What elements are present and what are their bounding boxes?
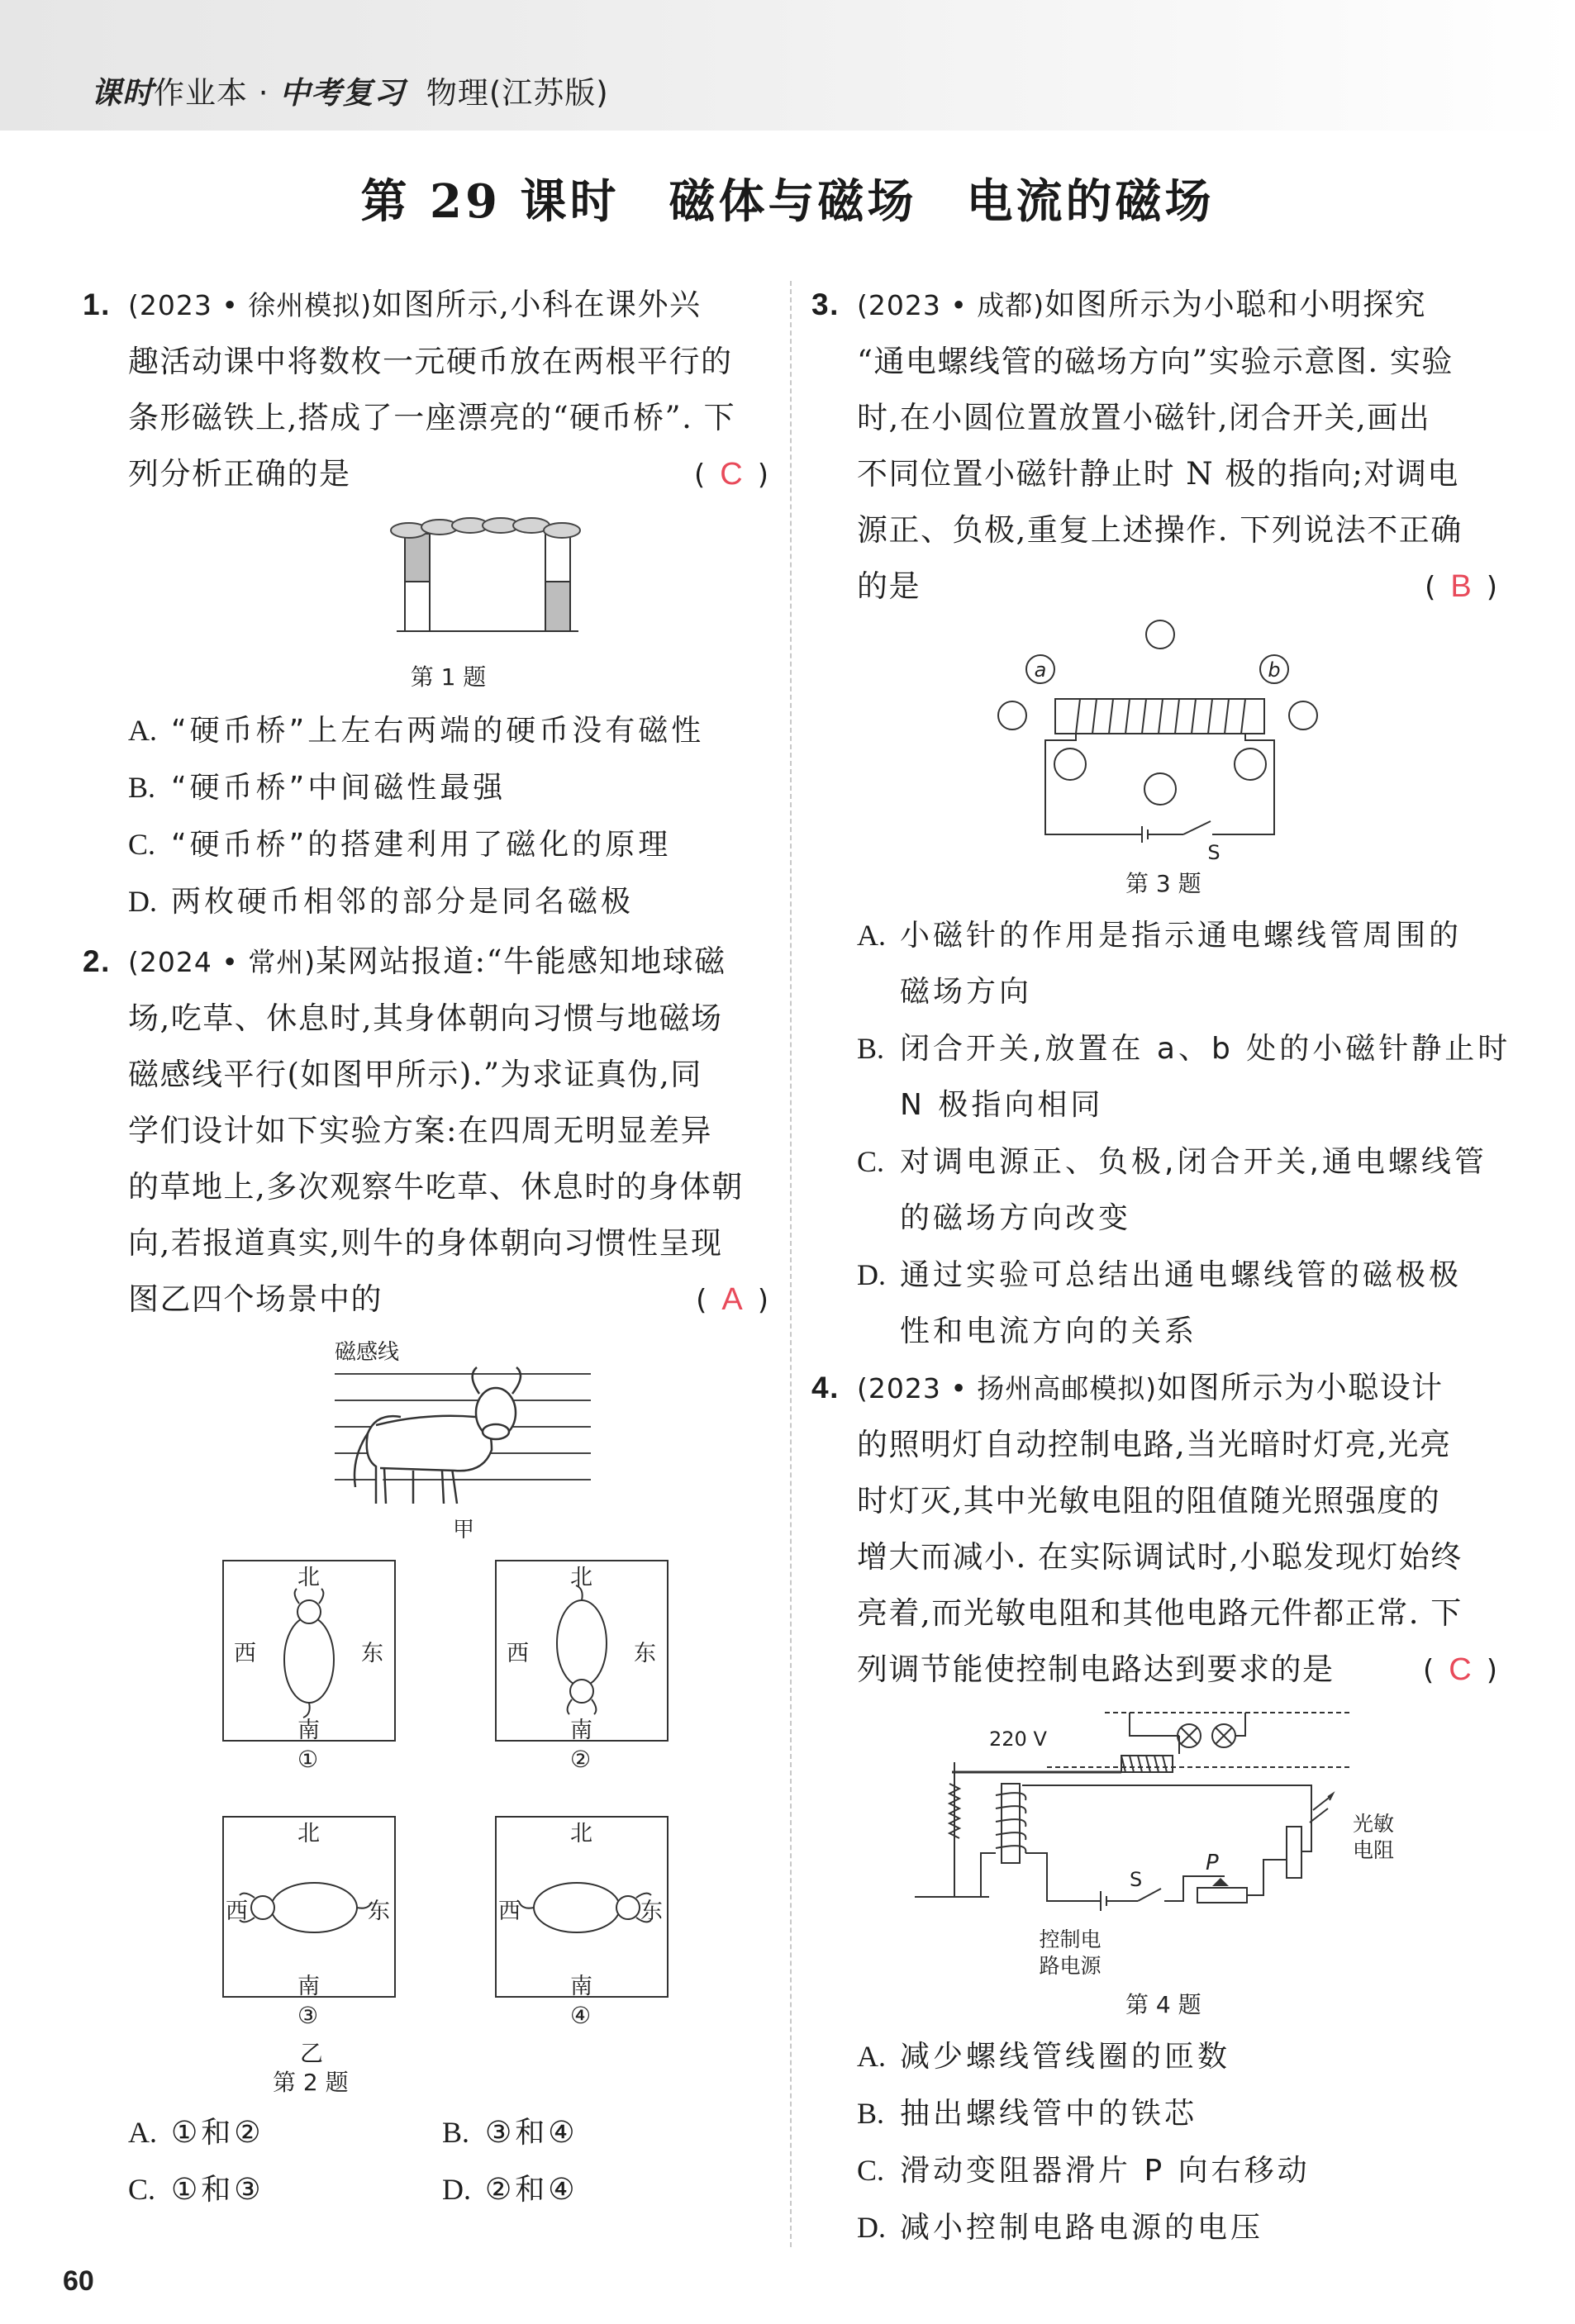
compass-south-3: 南 [297, 1974, 320, 1999]
label-ldr-1: 光敏 [1353, 1812, 1395, 1836]
page-number: 60 [63, 2265, 94, 2297]
left-column [83, 277, 768, 2218]
compass-east-2: 东 [634, 1641, 656, 1666]
figure-q2-yi [128, 1552, 768, 2065]
compass-south-2: 南 [570, 1718, 592, 1743]
label-slider-p: P [1206, 1851, 1219, 1875]
option-q2-b: B. ③和④ [442, 2116, 578, 2150]
compass-west-1: 西 [234, 1641, 256, 1666]
option-q3-c-cont: 的磁场方向改变 [900, 1201, 1132, 1235]
compass-west-4: 西 [498, 1899, 521, 1924]
fig-jia-caption: 甲 [452, 1518, 475, 1542]
option-q2-a: A. ①和② [128, 2116, 264, 2150]
option-q4-c: C. 滑动变阻器滑片 P 向右移动 [857, 2154, 1311, 2188]
question-3: 3. (2023 • 成都)如图所示为小聪和小明探究 “通电螺线管的磁场方向”实验示意图. 实验 时,在小圆位置放置小磁针,闭合开关,画出 不同位置小磁针静止时 N 极的指向;对调电 源正、负极,重复上述操作. 下列说法不正确 的是 ( B ) a b S 第 3 题 A. 小磁针的作用是指示通电螺线管周围的 磁场方向 B. 闭合开关,放置在 a、b 处的小磁针静止时 N 极指向相同 C. 对调电源正、负极,闭合开关,通电螺线管 的磁场方向改变 D. 通过实验可总结出通电螺线管的磁极极 性和电流方向的关系 [811, 277, 1497, 1360]
caption-q1: 第 1 题 [410, 663, 487, 691]
compass-west-3: 西 [226, 1899, 248, 1924]
option-q4-b: B. 抽出螺线管中的铁芯 [857, 2097, 1198, 2131]
cow-illustration [354, 1367, 521, 1504]
caption-q2: 第 2 题 [273, 2069, 349, 2096]
option-q4-d: D. 减小控制电路电源的电压 [857, 2211, 1264, 2245]
label-switch-q4: S [1130, 1868, 1143, 1891]
compass-west-2: 西 [507, 1641, 529, 1666]
option-q1-b: B. “硬币桥”中间磁性最强 [128, 771, 507, 805]
answer-bracket-q2: ( A ) [696, 1282, 768, 1317]
field-lines-label: 磁感线 [335, 1340, 400, 1365]
option-q1-d: D. 两枚硬币相邻的部分是同名磁极 [128, 885, 635, 919]
label-b: b [1268, 658, 1281, 682]
answer-q1: C [720, 457, 743, 492]
answer-bracket-q4: ( C ) [1423, 1652, 1497, 1687]
caption-q3: 第 3 题 [1125, 870, 1201, 897]
option-q3-b: B. 闭合开关,放置在 a、b 处的小磁针静止时 [857, 1032, 1511, 1066]
right-column [811, 277, 1511, 2256]
option-q3-c: C. 对调电源正、负极,闭合开关,通电螺线管 [857, 1145, 1487, 1179]
figure-q4-relay-circuit [811, 1703, 1497, 2020]
compass-north-2: 北 [570, 1565, 592, 1590]
cow-scene-1 [284, 1589, 334, 1718]
label-ldr-2: 电阻 [1353, 1838, 1395, 1862]
compass-east-3: 东 [368, 1899, 390, 1924]
option-q4-a: A. 减少螺线管线圈的匝数 [857, 2040, 1231, 2074]
compass-north-1: 北 [297, 1565, 320, 1590]
label-a: a [1034, 658, 1047, 682]
label-source-1: 控制电 [1039, 1927, 1102, 1951]
question-1: 1. (2023 • 徐州模拟)如图所示,小科在课外兴 趣活动课中将数枚一元硬币放在两根平行的 条形磁铁上,搭成了一座漂亮的“硬币桥”. 下 列分析正确的是 ( C ) 第 1 题 A. “硬币桥”上左右两端的硬币没有磁性 B. “硬币桥”中间磁性最强 C. “硬币桥”的搭建利用了磁化的原理 D. 两枚硬币相邻的部分是同名磁极 [83, 277, 768, 930]
option-q3-a-cont: 磁场方向 [900, 975, 1033, 1009]
option-q1-a: A. “硬币桥”上左右两端的硬币没有磁性 [128, 714, 705, 748]
book-series-title: 课时作业本 · 中考复习 物理(江苏版) [91, 75, 609, 111]
figure-q1-coin-bridge [83, 507, 768, 692]
figure-q2-jia [128, 1334, 768, 1549]
option-q2-c: C. ①和③ [128, 2173, 264, 2207]
caption-q4: 第 4 题 [1125, 1991, 1201, 2018]
option-q3-b-cont: N 极指向相同 [900, 1088, 1104, 1122]
cow-scene-4 [519, 1883, 651, 1932]
scene-label-3: ③ [297, 2002, 319, 2029]
question-4: 4. (2023 • 扬州高邮模拟)如图所示为小聪设计 的照明灯自动控制电路,当光暗时灯亮,光亮 时灯灭,其中光敏电阻的阻值随光照强度的 增大而减小. 在实际调试时,小聪发现灯始终 亮着,而光敏电阻和其他电路元件都正常. 下 列调节能使控制电路达到要求的是 ( C ) 220 V S P 光敏 电阻 控制电 路电源 第 4 题 A. 减少螺线管线圈的匝数 B. 抽出螺线管中的铁芯 C. 滑动变阻器滑片 P 向右移动 D. 减小控制电路电源的电压 [811, 1360, 1497, 2256]
figure-q3-solenoid [811, 620, 1497, 899]
option-q1-c: C. “硬币桥”的搭建利用了磁化的原理 [128, 828, 672, 862]
answer-q2: A [721, 1282, 743, 1317]
compass-east-4: 东 [640, 1899, 663, 1924]
question-2: 2. (2024 • 常州)某网站报道:“牛能感知地球磁 场,吃草、休息时,其身体朝向习惯与地磁场 磁感线平行(如图甲所示).”为求证真伪,同 学们设计如下实验方案:在四周无明显差异 的草地上,多次观察牛吃草、休息时的身体朝 向,若报道真实,则牛的身体朝向习惯性呈现 图乙四个场景中的 ( A ) 磁感线 甲 北 南 西 东 ① 北 南 西 东 ② 北 南 西 东 ③ 北 南 西 东 ④ 乙 第 2 题 A. ①和② B. ③和④ C. ①和③ D. ②和④ [83, 934, 768, 2218]
answer-bracket-q3: ( B ) [1425, 569, 1497, 604]
column-divider [790, 281, 792, 2247]
cow-scene-2 [557, 1585, 607, 1714]
answer-bracket-q1: ( C ) [694, 457, 768, 492]
compass-south-1: 南 [297, 1718, 320, 1743]
label-switch-q3: S [1207, 841, 1221, 864]
label-source-2: 路电源 [1039, 1954, 1102, 1978]
option-q2-d: D. ②和④ [442, 2173, 578, 2207]
compass-east-1: 东 [361, 1641, 383, 1666]
scene-label-1: ① [297, 1746, 319, 1773]
page-header [0, 0, 1575, 131]
scene-label-2: ② [570, 1746, 592, 1773]
compass-south-4: 南 [570, 1974, 592, 1999]
label-voltage: 220 V [989, 1728, 1047, 1751]
figure-q2 [83, 1334, 768, 2098]
lesson-title: 第 29 课时 磁体与磁场 电流的磁场 [360, 174, 1215, 229]
option-q3-d: D. 通过实验可总结出通电螺线管的磁极极 [857, 1258, 1463, 1292]
fig-yi-caption: 乙 [300, 2040, 324, 2067]
scene-label-4: ④ [570, 2002, 592, 2029]
answer-q3: B [1450, 569, 1472, 604]
compass-north-3: 北 [297, 1821, 320, 1846]
answer-q4: C [1449, 1652, 1472, 1687]
cow-scene-3 [240, 1883, 372, 1932]
compass-north-4: 北 [570, 1821, 592, 1846]
option-q3-d-cont: 性和电流方向的关系 [900, 1314, 1198, 1348]
option-q3-a: A. 小磁针的作用是指示通电螺线管周围的 [857, 919, 1463, 953]
